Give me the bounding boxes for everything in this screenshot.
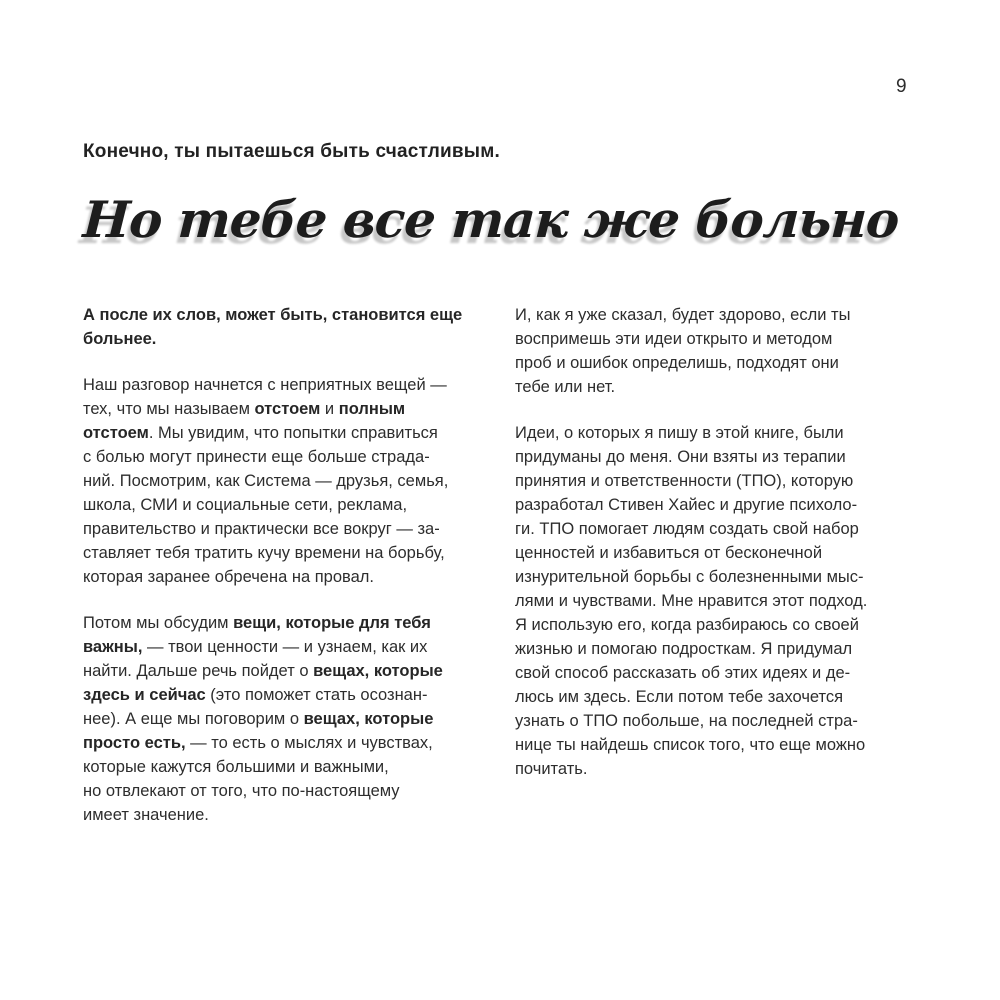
- page-number: 9: [896, 76, 907, 97]
- text-line: [83, 373, 493, 397]
- text-line: [515, 589, 925, 613]
- intro-heading: Конечно, ты пытаешься быть счастливым.: [83, 141, 500, 162]
- text-line: [515, 303, 925, 327]
- text-segment: Потом мы обсудим: [83, 614, 234, 632]
- text-segment: придуманы до меня. Они взяты из терапии: [515, 448, 846, 466]
- text-line: [83, 755, 493, 779]
- text-segment: . Мы увидим, что попытки справиться: [148, 424, 438, 442]
- text-segment: И, как я уже сказал, будет здорово, если ты: [515, 306, 851, 324]
- text-line: [83, 469, 493, 493]
- bold-text-segment: вещи, которые для тебя: [233, 614, 431, 632]
- text-line: [83, 541, 493, 565]
- text-line: [83, 659, 493, 683]
- text-line: [83, 445, 493, 469]
- bold-text-segment: вещах, которые: [303, 710, 434, 728]
- text-line: [83, 421, 493, 445]
- text-line: [515, 421, 925, 445]
- text-segment: ги. ТПО помогает людям создать свой набор: [515, 520, 859, 538]
- text-segment: Идеи, о которых я пишу в этой книге, были: [515, 424, 844, 442]
- text-segment: ставляет тебя тратить кучу времени на борьбу,: [83, 544, 445, 562]
- text-line: [83, 683, 493, 707]
- text-line: [515, 541, 925, 565]
- paragraph: [515, 421, 925, 781]
- bold-text-segment: здесь и сейчас: [83, 686, 206, 704]
- text-line: [515, 327, 925, 351]
- text-line: [515, 709, 925, 733]
- text-segment: почитать.: [515, 760, 588, 778]
- text-segment: имеет значение.: [83, 806, 209, 824]
- left-column: [83, 303, 493, 849]
- text-segment: принятия и ответственности (ТПО), которую: [515, 472, 854, 490]
- text-segment: жизнью и помогаю подросткам. Я придумал: [515, 640, 853, 658]
- text-segment: тебе или нет.: [515, 378, 616, 396]
- text-segment: лями и чувствами. Мне нравится этот подход.: [515, 592, 868, 610]
- text-line: [83, 327, 493, 351]
- text-line: [515, 757, 925, 781]
- bold-text-segment: отстоем: [254, 400, 321, 418]
- two-column-text-block: [83, 303, 925, 849]
- bold-text-segment: отстоем: [83, 424, 149, 442]
- bold-text-segment: А после их слов, может быть, становится еще: [83, 306, 463, 324]
- text-line: [515, 685, 925, 709]
- text-line: [83, 707, 493, 731]
- text-line: [515, 637, 925, 661]
- text-segment: — твои ценности — и узнаем, как их: [142, 638, 428, 656]
- bold-text-segment: полным: [338, 400, 406, 418]
- text-line: [515, 469, 925, 493]
- text-segment: найти. Дальше речь пойдет о: [83, 662, 314, 680]
- bold-text-segment: важны,: [83, 638, 143, 656]
- text-segment: проб и ошибок определишь, подходят они: [515, 354, 839, 372]
- text-segment: люсь им здесь. Если потом тебе захочется: [515, 688, 844, 706]
- text-segment: которые кажутся большими и важными,: [83, 758, 389, 776]
- paragraph: [83, 303, 493, 351]
- text-line: [515, 613, 925, 637]
- right-column: [515, 303, 925, 849]
- text-line: [515, 493, 925, 517]
- text-line: [515, 565, 925, 589]
- text-segment: ценностей и избавиться от бесконечной: [515, 544, 823, 562]
- text-line: [515, 445, 925, 469]
- text-segment: воспримешь эти идеи открыто и методом: [515, 330, 833, 348]
- text-segment: нее). А еще мы поговорим о: [83, 710, 304, 728]
- bold-text-segment: просто есть,: [83, 734, 186, 752]
- text-line: [515, 517, 925, 541]
- text-line: [515, 661, 925, 685]
- text-line: [83, 779, 493, 803]
- text-segment: правительство и практически все вокруг — за-: [83, 520, 440, 538]
- text-line: [515, 351, 925, 375]
- text-line: [83, 731, 493, 755]
- chapter-title-handlettered: Но тебе все так же больно: [81, 190, 900, 249]
- text-segment: которая заранее обречена на провал.: [83, 568, 374, 586]
- text-segment: (это поможет стать осознан-: [205, 686, 428, 704]
- text-line: [83, 565, 493, 589]
- bold-text-segment: вещах, которые: [313, 662, 443, 680]
- text-line: [515, 733, 925, 757]
- text-segment: школа, СМИ и социальные сети, реклама,: [83, 496, 408, 514]
- text-line: [515, 375, 925, 399]
- text-line: [83, 397, 493, 421]
- text-segment: разработал Стивен Хайес и другие психоло-: [515, 496, 858, 514]
- text-line: [83, 635, 493, 659]
- text-line: [83, 303, 493, 327]
- text-segment: тех, что мы называем: [83, 400, 255, 418]
- text-segment: свой способ рассказать об этих идеях и де-: [515, 664, 851, 682]
- text-segment: ний. Посмотрим, как Система — друзья, семья,: [83, 472, 449, 490]
- text-segment: узнать о ТПО побольше, на последней стра-: [515, 712, 858, 730]
- text-segment: нице ты найдешь список того, что еще можно: [515, 736, 866, 754]
- text-segment: но отвлекают от того, что по-настоящему: [83, 782, 400, 800]
- text-line: [83, 493, 493, 517]
- paragraph: [83, 373, 493, 589]
- text-line: [83, 611, 493, 635]
- bold-text-segment: больнее.: [83, 330, 157, 348]
- text-segment: и: [320, 400, 339, 418]
- text-segment: Я использую его, когда разбираюсь со своей: [515, 616, 859, 634]
- paragraph: [83, 611, 493, 827]
- text-line: [83, 517, 493, 541]
- paragraph: [515, 303, 925, 399]
- text-segment: — то есть о мыслях и чувствах,: [185, 734, 433, 752]
- text-segment: с болью могут принести еще больше страда-: [83, 448, 430, 466]
- text-segment: изнурительной борьбы с болезненными мыс-: [515, 568, 864, 586]
- text-segment: Наш разговор начнется с неприятных вещей —: [83, 376, 447, 394]
- text-line: [83, 803, 493, 827]
